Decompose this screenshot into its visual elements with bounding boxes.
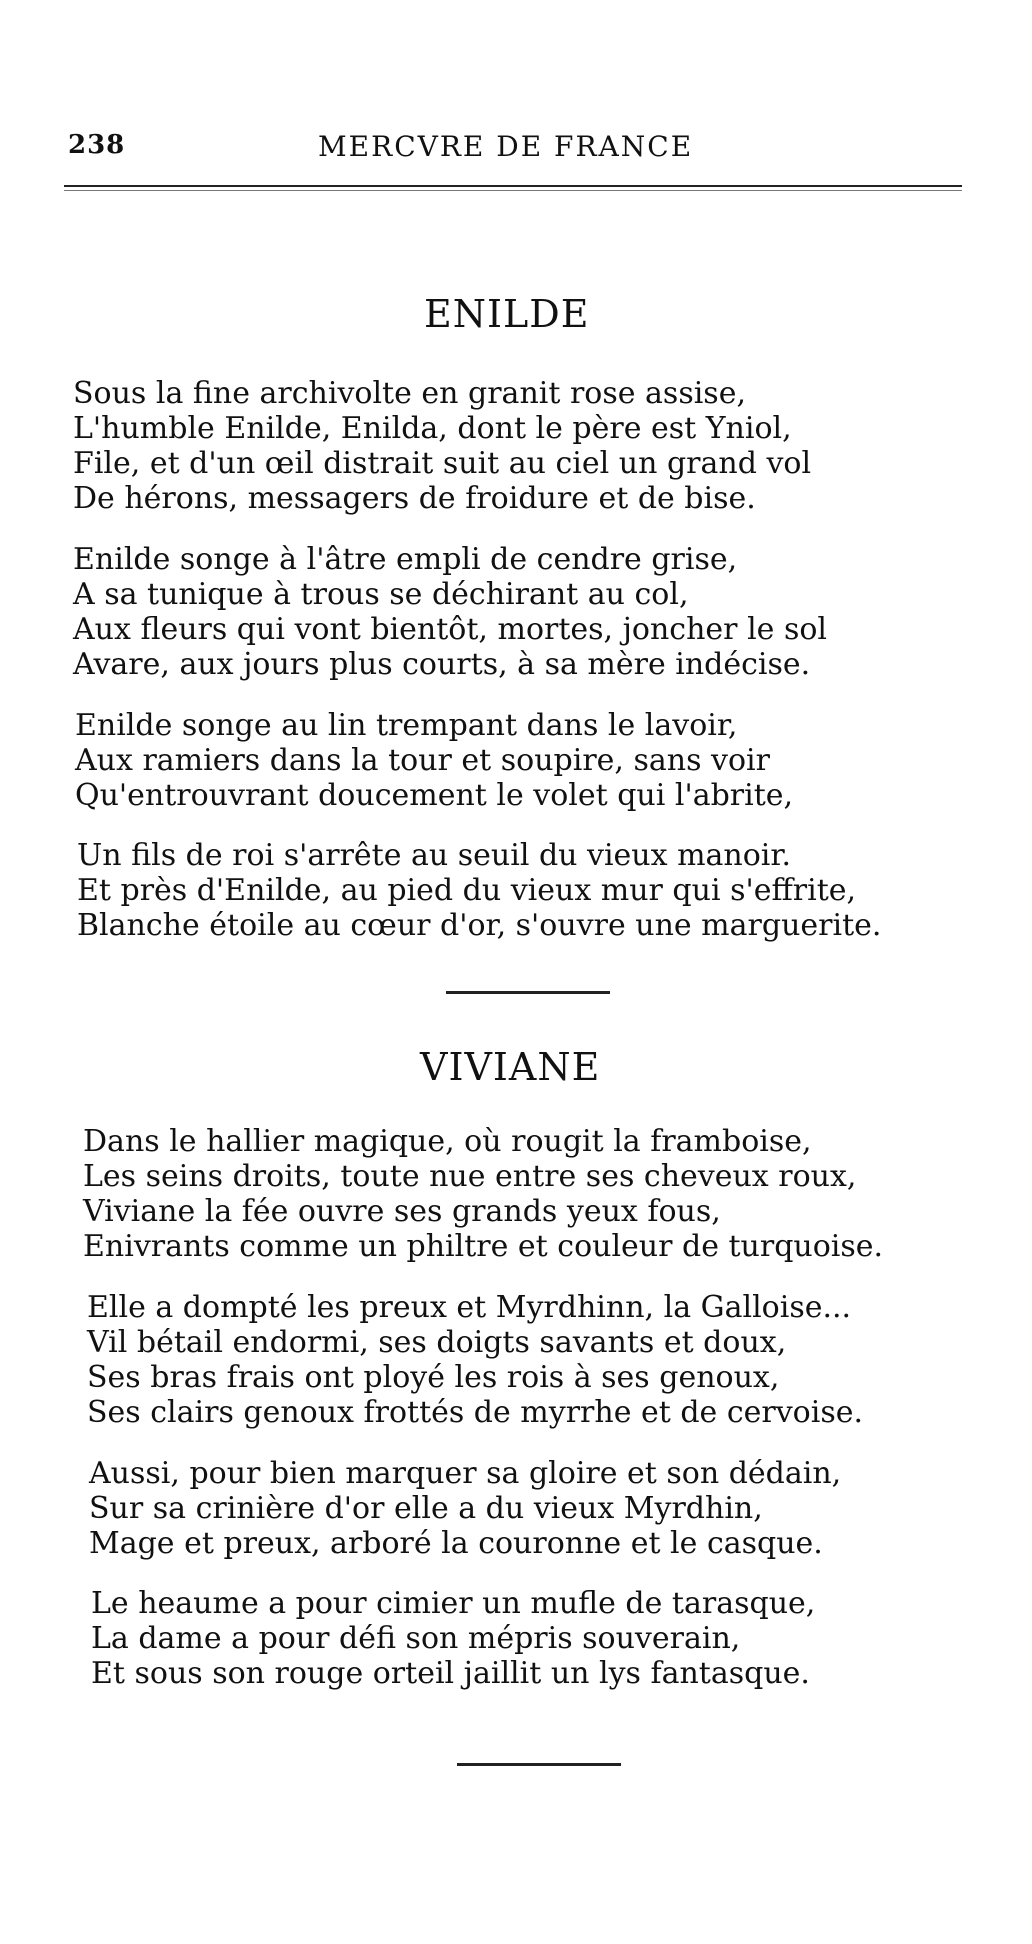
verse-line: Dans le hallier magique, où rougit la framboise, (83, 1124, 812, 1159)
verse-line: Un fils de roi s'arrête au seuil du vieux manoir. (77, 838, 791, 873)
header-rule-thin (64, 190, 962, 191)
stanza (87, 1290, 863, 1430)
verse-line: La dame a pour défi son mépris souverain, (91, 1621, 741, 1656)
poem-title: VIVIANE (420, 1045, 601, 1089)
verse-line: File, et d'un œil distrait suit au ciel un grand vol (73, 446, 812, 481)
verse-line: De hérons, messagers de froidure et de bise. (73, 481, 756, 516)
verse-line: Vil bétail endormi, ses doigts savants et doux, (87, 1325, 787, 1360)
verse-line: Sous la fine archivolte en granit rose assise, (73, 376, 746, 411)
verse-line: Viviane la fée ouvre ses grands yeux fous, (83, 1194, 721, 1229)
verse-line: Aux fleurs qui vont bientôt, mortes, joncher le sol (73, 612, 827, 647)
running-head: MERCVRE DE FRANCE (318, 130, 694, 163)
stanza (77, 838, 881, 943)
verse-line: A sa tunique à trous se déchirant au col, (73, 577, 689, 612)
section-separator (457, 1763, 621, 1766)
verse-line: Avare, aux jours plus courts, à sa mère indécise. (73, 647, 811, 682)
page-number: 238 (68, 130, 126, 160)
poem-title: ENILDE (424, 292, 590, 336)
verse-line: Enilde songe à l'âtre empli de cendre grise, (73, 542, 738, 577)
verse-line: Elle a dompté les preux et Myrdhinn, la Galloise... (87, 1290, 852, 1325)
stanza (73, 376, 811, 516)
verse-line: Et sous son rouge orteil jaillit un lys fantasque. (91, 1656, 810, 1691)
header-rule (64, 185, 962, 187)
verse-line: Ses clairs genoux frottés de myrrhe et de cervoise. (87, 1395, 864, 1430)
stanza (73, 542, 827, 682)
verse-line: L'humble Enilde, Enilda, dont le père est Yniol, (73, 411, 792, 446)
stanza (83, 1124, 883, 1264)
verse-line: Ses bras frais ont ployé les rois à ses genoux, (87, 1360, 780, 1395)
stanza (89, 1456, 841, 1561)
verse-line: Enilde songe au lin trempant dans le lavoir, (75, 708, 738, 743)
verse-line: Les seins droits, toute nue entre ses cheveux roux, (83, 1159, 857, 1194)
section-separator (446, 991, 610, 994)
verse-line: Blanche étoile au cœur d'or, s'ouvre une marguerite. (77, 908, 882, 943)
verse-line: Mage et preux, arboré la couronne et le casque. (89, 1526, 823, 1561)
verse-line: Enivrants comme un philtre et couleur de turquoise. (83, 1229, 884, 1264)
stanza (75, 708, 793, 813)
verse-line: Le heaume a pour cimier un mufle de tarasque, (91, 1586, 816, 1621)
verse-line: Et près d'Enilde, au pied du vieux mur qui s'effrite, (77, 873, 857, 908)
verse-line: Qu'entrouvrant doucement le volet qui l'abrite, (75, 778, 794, 813)
verse-line: Aussi, pour bien marquer sa gloire et son dédain, (89, 1456, 842, 1491)
verse-line: Aux ramiers dans la tour et soupire, sans voir (75, 743, 770, 778)
stanza (91, 1586, 815, 1691)
verse-line: Sur sa crinière d'or elle a du vieux Myrdhin, (89, 1491, 763, 1526)
